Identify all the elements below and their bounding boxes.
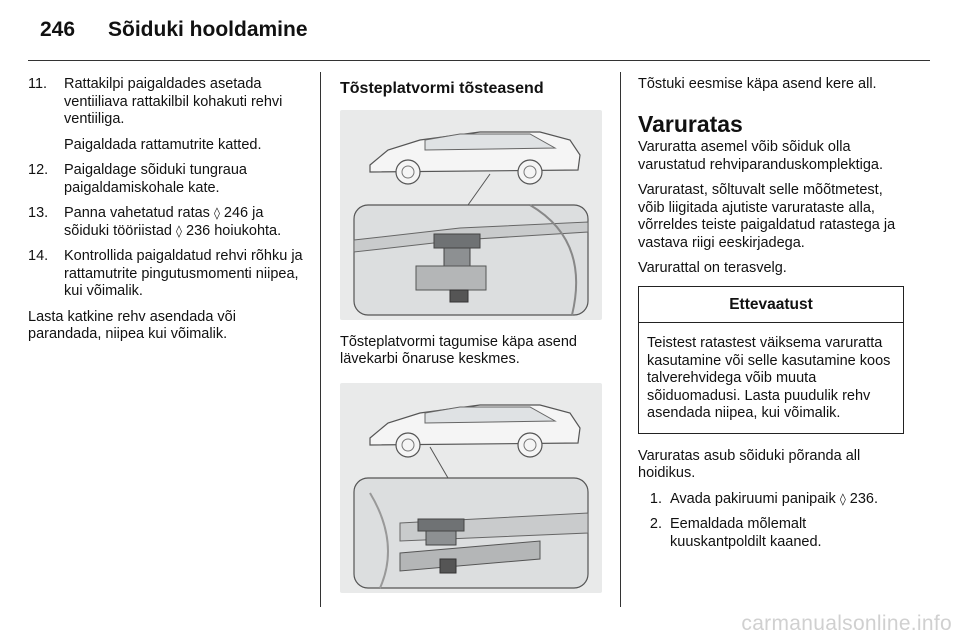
cross-reference-link[interactable]: 236 (186, 222, 211, 239)
paragraph: Varurattal on terasvelg. (638, 260, 787, 276)
section-heading: Tõsteplatvormi tõsteasend (340, 80, 544, 97)
cross-reference-link[interactable]: 246 (223, 205, 249, 221)
list-item: 13. Panna vahetatud ratas ◊ 246 ja sõiduki tööriistad ◊ 236 hoiukohta. (28, 205, 282, 239)
right-column (638, 76, 904, 559)
paragraph: Varuratas asub sõiduki põranda all hoidikus. (638, 447, 861, 481)
column-divider-1 (320, 72, 321, 607)
rear-lift-point-illustration (340, 110, 602, 320)
list-item: 11. Rattakilpi paigaldades asetada ventiiliava rattakilbil kohakuti rehvi ventiiliga. (28, 76, 283, 127)
caution-title: Ettevaatust (639, 287, 903, 324)
page-header (40, 18, 308, 42)
chapter-title: Sõiduki hooldamine (108, 18, 308, 41)
paragraph: Varuratta asemel võib sõiduk olla varustatud rehviparanduskomplektiga. (638, 139, 884, 173)
figure-caption: Tõsteplatvormi tagumise käpa asend lävekarbi õnaruse keskmes. (340, 333, 577, 367)
list-item: 14. Kontrollida paigaldatud rehvi rõhku ja rattamutrite pingutusmomenti niipea, kui võimalik. (28, 248, 303, 299)
left-column (28, 76, 308, 352)
list-item: 1. Avada pakiruumi panipaik ◊ 236. (649, 490, 879, 507)
cross-reference-icon: ◊ (176, 223, 182, 238)
list-item: 2. Eemaldada mõlemalt kuuskantpoldilt kaaned. (649, 516, 822, 550)
closing-paragraph: Lasta katkine rehv asendada või parandada, niipea kui võimalik. (28, 308, 236, 342)
column-divider-2 (620, 72, 621, 607)
front-lift-point-illustration (340, 383, 602, 593)
car-lift-drawing (340, 383, 602, 593)
cross-reference-icon: ◊ (213, 206, 220, 220)
list-item: 12. Paigaldage sõiduki tungraua paigaldamiskohale kate. (28, 162, 247, 196)
list-item-note: Paigaldada rattamutrite katted. (64, 136, 262, 153)
cross-reference-icon: ◊ (839, 491, 846, 506)
middle-column (340, 76, 608, 607)
car-lift-drawing (340, 110, 602, 320)
intro-text: Tõstuki eesmise käpa asend kere all. (638, 76, 877, 92)
page-number: 246 (40, 18, 76, 41)
caution-text: Teistest ratastest väiksema varuratta kasutamine või selle kasutamine koos talverehvidega võib muuta sõiduomadusi. Lasta puudulik rehv asendada niipea, kui võimalik. (647, 335, 891, 421)
caution-box (638, 286, 904, 434)
numbered-list (638, 491, 904, 552)
paragraph: Varuratast, sõltuvalt selle mõõtmetest, võib liigitada ajutiste varurataste alla, võrreldes teiste paigaldatud ratastega ja vastava riigi eeskirjadega. (638, 182, 896, 251)
header-rule (28, 60, 930, 61)
watermark: carmanualsonline.info (741, 612, 952, 635)
section-title: Varuratas (638, 110, 743, 137)
cross-reference-link[interactable]: 236. (849, 490, 879, 507)
